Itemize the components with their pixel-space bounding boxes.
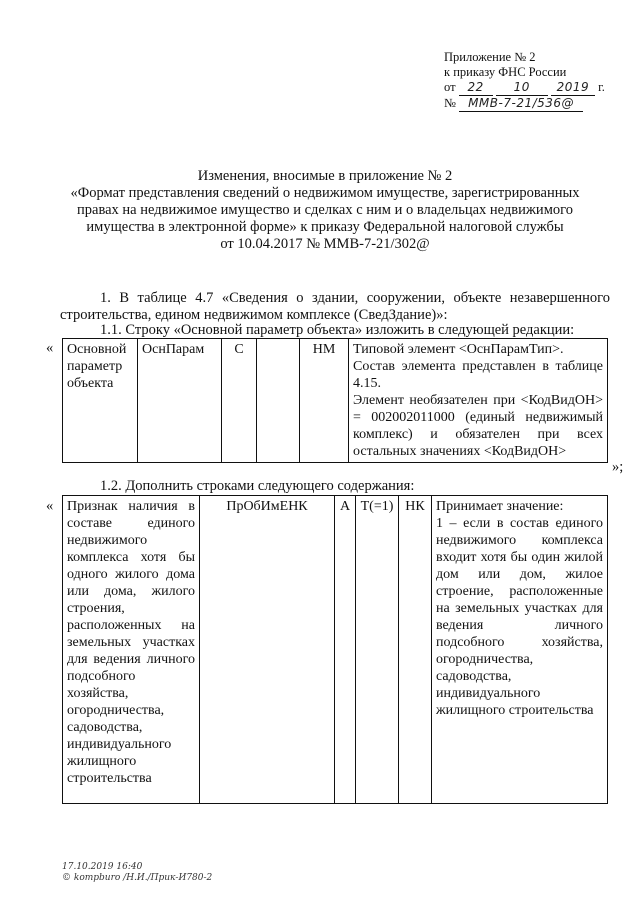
cell-name: Признак наличия в составе единого недвижимого комплекса хотя бы одного жилого дома или дома, жилого строения, расположенных на земельных участках для ведения личного подсобного хозяйства, огородничества, садоводства, индивидуального жилищного строительства: [63, 496, 200, 804]
paragraph-1-2: 1.2. Дополнить строками следующего содержания:: [100, 478, 415, 494]
cell-format: T(=1): [356, 496, 399, 804]
footer-timestamp: 17.10.2019 16:40: [62, 862, 143, 872]
cell-tag: ОснПарам: [138, 339, 222, 463]
desc-line-1: Принимает значение:: [436, 499, 564, 514]
annex-order-ref: к приказу ФНС России: [444, 65, 567, 79]
footer-file-ref: © kompburo /Н.И./Прик-И780-2: [62, 873, 213, 883]
title-line-1: Изменения, вносимые в приложение № 2: [197, 168, 453, 184]
table-main-parameter: [62, 338, 608, 463]
annex-number-line: [444, 96, 605, 112]
desc-line-2: Состав элемента представлен в таблице 4.15.: [353, 359, 603, 391]
handwritten-number: ММВ-7-21/536@: [459, 96, 583, 112]
cell-required: НМ: [300, 339, 349, 463]
table-enk-attribute: [62, 495, 608, 804]
date-prefix: от: [444, 80, 456, 94]
cell-type: А: [335, 496, 356, 804]
paragraph-1-1: 1.1. Строку «Основной параметр объекта» изложить в следующей редакции:: [100, 322, 575, 338]
year-suffix: г.: [598, 80, 605, 94]
cell-type: С: [222, 339, 257, 463]
cell-format: [257, 339, 300, 463]
table1-close-quote: »;: [612, 459, 624, 475]
title-line-3: от 10.04.2017 № ММВ-7-21/302@: [220, 236, 430, 252]
annex-title: Приложение № 2: [444, 50, 536, 64]
document-title: [60, 168, 590, 253]
desc-line-3: Элемент необязателен при <КодВидОН> = 002002011000 (единый недвижимый комплекс) и обязателен при всех остальных значениях <КодВидОН>: [353, 393, 603, 459]
title-line-2: «Формат представления сведений о недвижимом имуществе, зарегистрированных правах на недвижимое имущество и сделках с ним и о владельцах недвижимого имущества в электронной форме» к приказу Федеральной налоговой службы: [70, 185, 580, 235]
handwritten-day: 22: [459, 80, 493, 96]
table-row: [63, 339, 608, 463]
table1-open-quote: «: [46, 340, 54, 356]
table-row: [63, 496, 608, 804]
cell-description: [432, 496, 608, 804]
annex-date-line: [444, 80, 605, 96]
handwritten-month: 10: [496, 80, 548, 96]
cell-description: [349, 339, 608, 463]
annex-block: [444, 50, 605, 112]
paragraph-1: 1. В таблице 4.7 «Сведения о здании, сооружении, объекте незавершенного строительства, едином недвижимом комплексе (СведЗдание)»:: [60, 290, 610, 323]
number-prefix: №: [444, 96, 456, 110]
desc-line-1: Типовой элемент <ОснПарамТип>.: [353, 342, 564, 357]
desc-line-2: 1 – если в состав единого недвижимого комплекса входит хотя бы один жилой дом или дом, жилое строение, расположенные на земельных участках для ведения личного подсобного хозяйства, огородничества, садоводства, индивидуального жилищного строительства: [436, 516, 603, 718]
cell-required: НК: [399, 496, 432, 804]
cell-tag: ПрОбИмЕНК: [200, 496, 335, 804]
handwritten-year: 2019: [551, 80, 595, 96]
footer-stamp: [62, 862, 212, 884]
cell-name: Основной параметр объекта: [63, 339, 138, 463]
table2-open-quote: «: [46, 498, 54, 514]
